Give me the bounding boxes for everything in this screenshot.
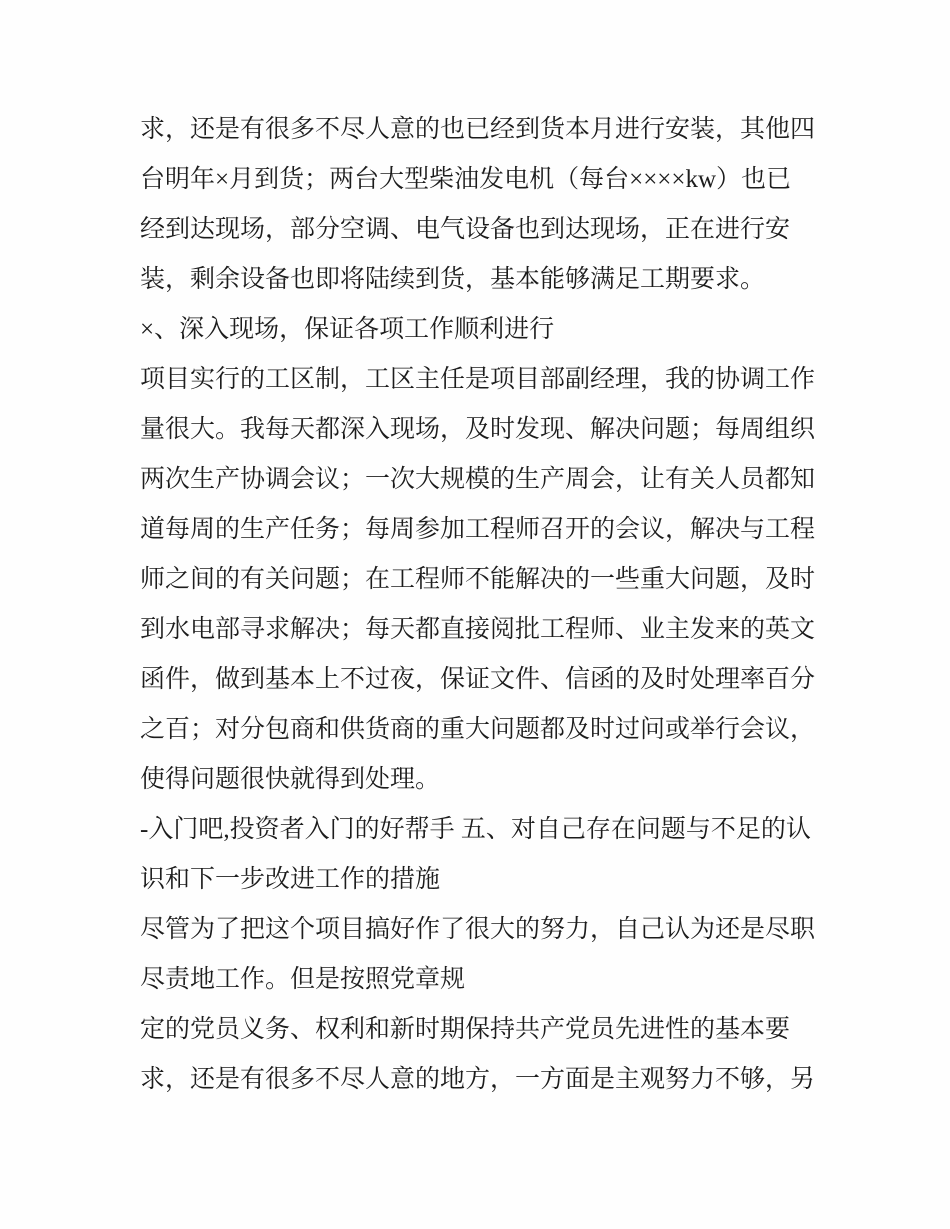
- text-line: 求，还是有很多不尽人意的地方，一方面是主观努力不够，另: [140, 1066, 816, 1093]
- text-line: 道每周的生产任务；每周参加工程师召开的会议，解决与工程: [140, 516, 816, 543]
- text-line: ×、深入现场，保证各项工作顺利进行: [140, 316, 555, 343]
- document-text-block: [140, 105, 816, 1105]
- text-line: 师之间的有关问题；在工程师不能解决的一些重大问题，及时: [140, 566, 816, 593]
- text-line: 两次生产协调会议；一次大规模的生产周会，让有关人员都知: [140, 466, 816, 493]
- text-line: 装，剩余设备也即将陆续到货，基本能够满足工期要求。: [140, 266, 766, 293]
- text-line: 识和下一步改进工作的措施: [140, 866, 441, 893]
- text-line: 定的党员义务、权利和新时期保持共产党员先进性的基本要: [140, 1016, 791, 1043]
- text-line: 尽责地工作。但是按照党章规: [140, 966, 466, 993]
- text-line: 量很大。我每天都深入现场，及时发现、解决问题；每周组织: [140, 416, 816, 443]
- text-line: 台明年×月到货；两台大型柴油发电机（每台××××kw）也已: [140, 166, 792, 193]
- text-line: 求，还是有很多不尽人意的也已经到货本月进行安装，其他四: [140, 116, 816, 143]
- text-line: 项目实行的工区制，工区主任是项目部副经理，我的协调工作: [140, 366, 816, 393]
- text-line: 之百；对分包商和供货商的重大问题都及时过问或举行会议，: [140, 716, 816, 743]
- text-line: -入门吧,投资者入门的好帮手 五、对自己存在问题与不足的认: [140, 816, 811, 843]
- text-line: 函件，做到基本上不过夜，保证文件、信函的及时处理率百分: [140, 666, 816, 693]
- text-line: 使得问题很快就得到处理。: [140, 766, 441, 793]
- text-line: 尽管为了把这个项目搞好作了很大的努力，自己认为还是尽职: [140, 916, 816, 943]
- text-line: 经到达现场，部分空调、电气设备也到达现场，正在进行安: [140, 216, 791, 243]
- text-line: 到水电部寻求解决；每天都直接阅批工程师、业主发来的英文: [140, 616, 816, 643]
